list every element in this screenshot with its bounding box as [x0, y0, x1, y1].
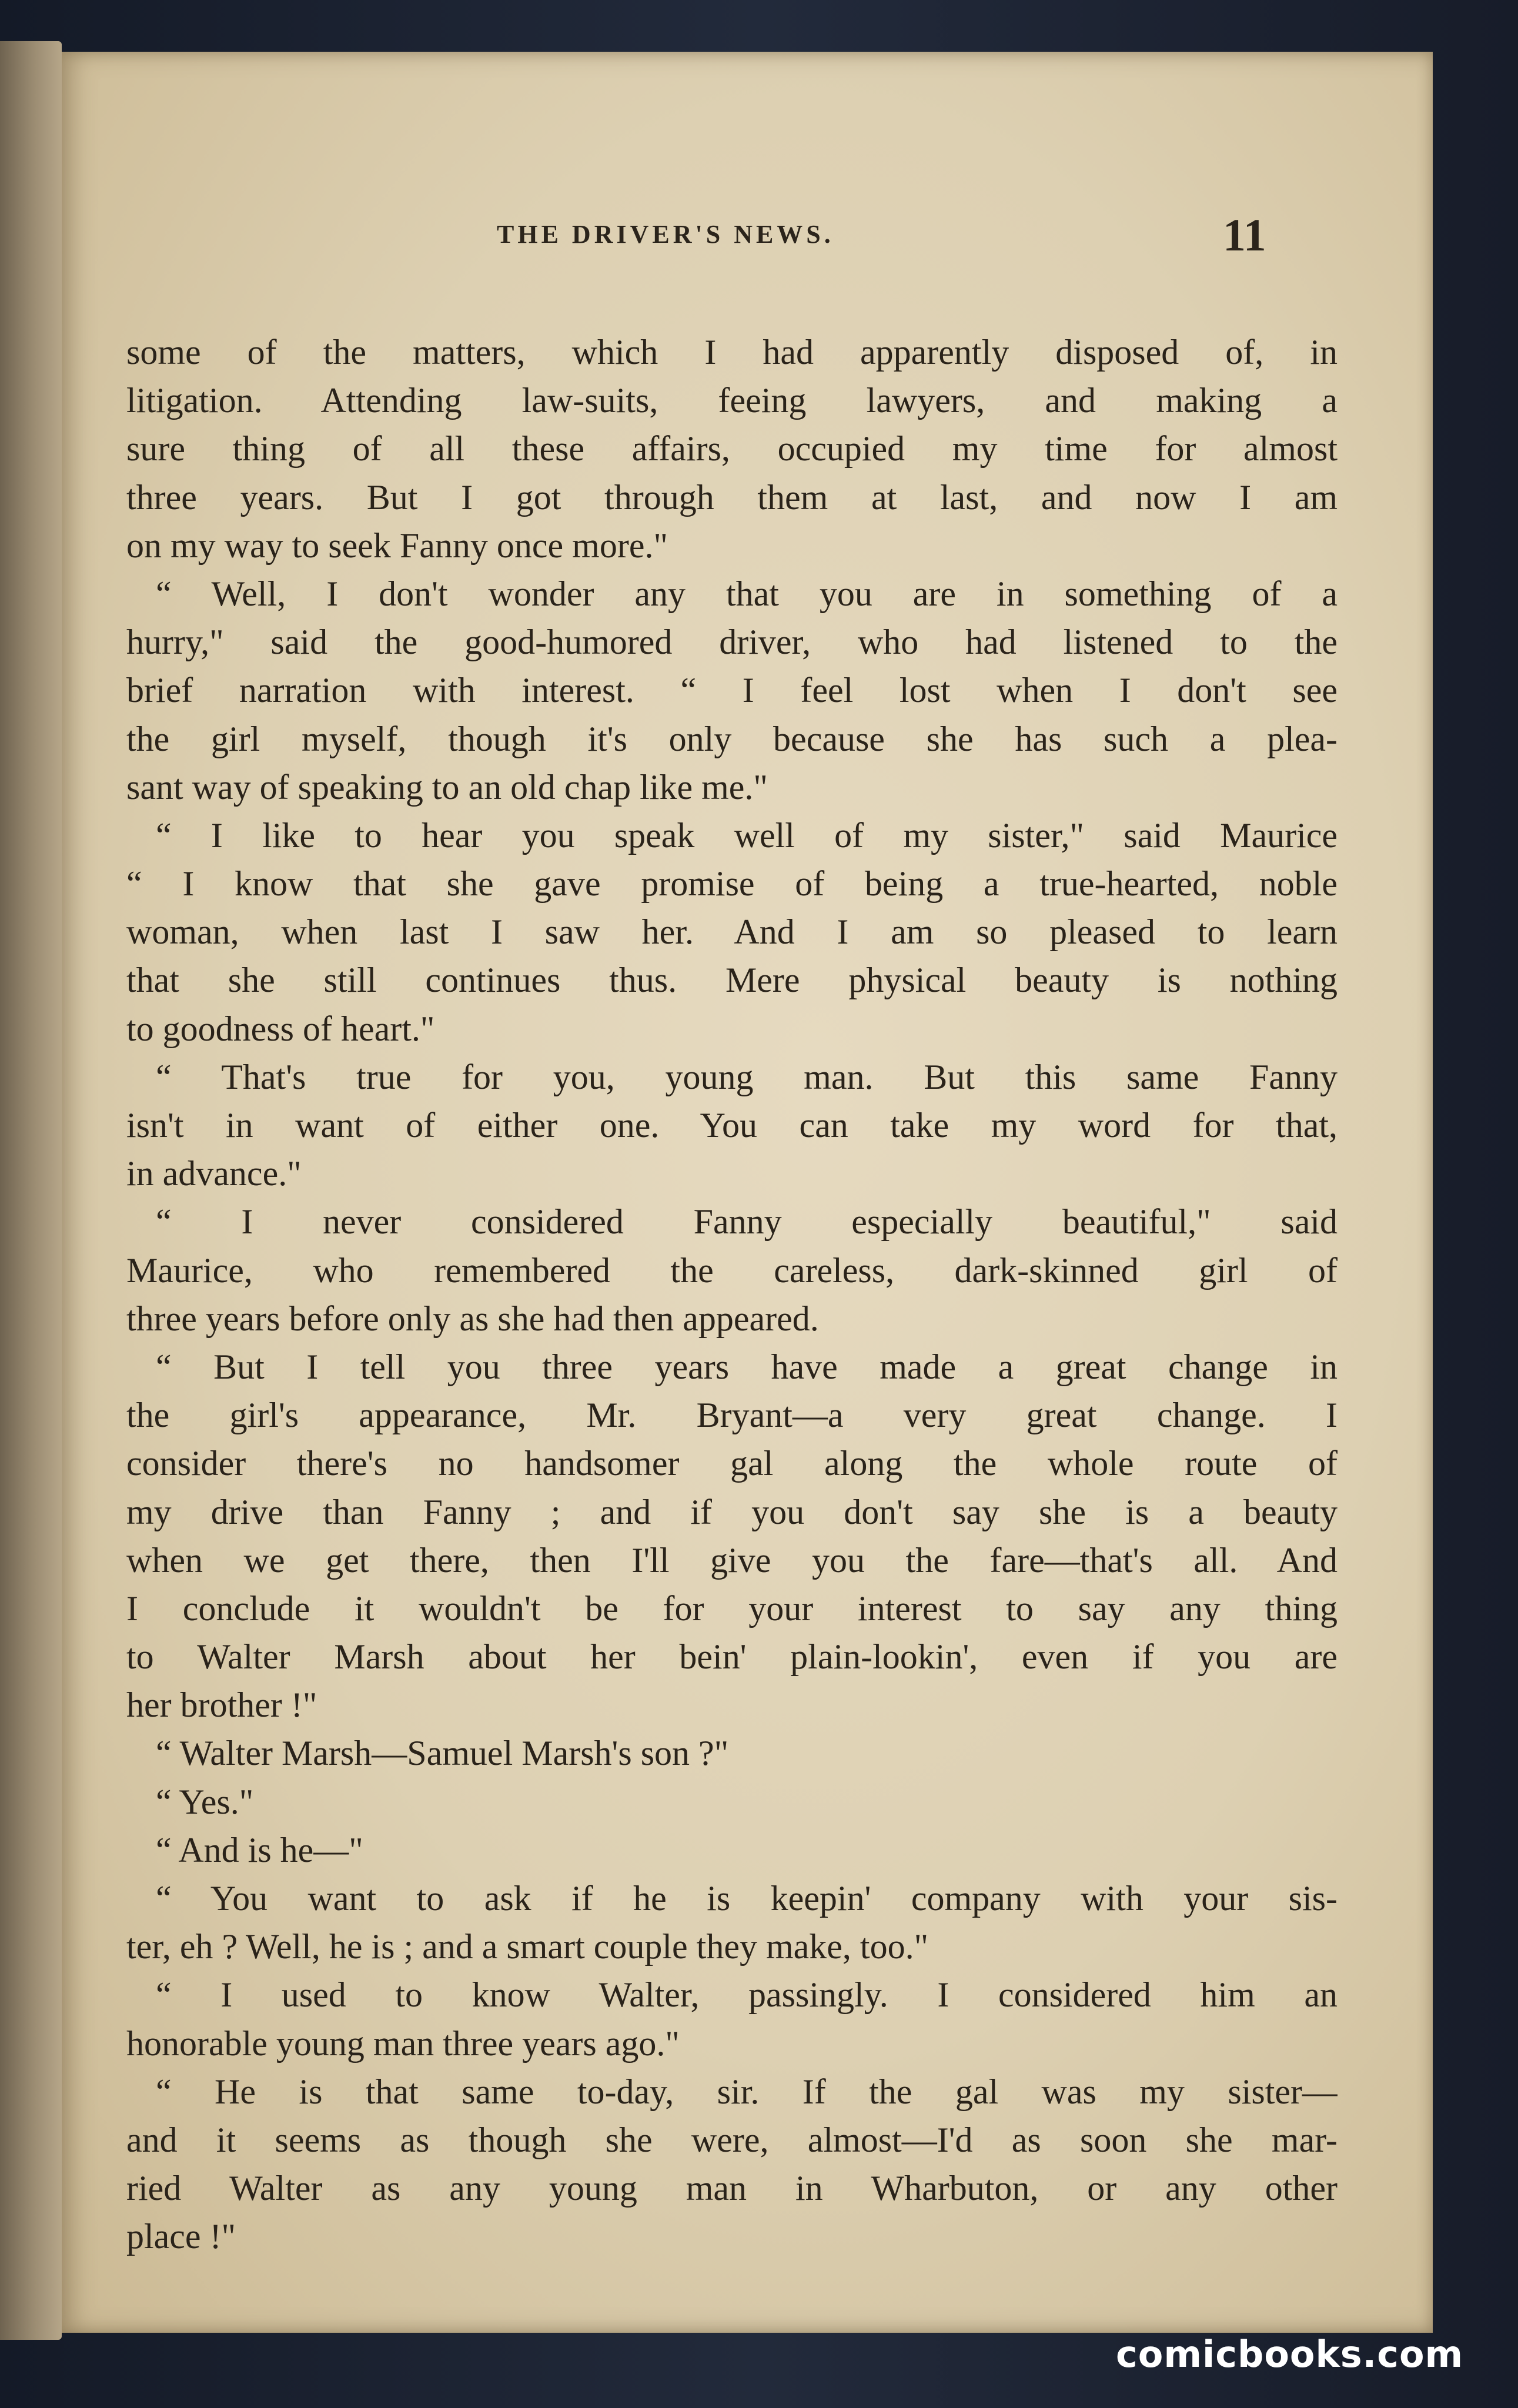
text-line: ter, eh ? Well, he is ; and a smart couple they make, too."	[126, 1927, 929, 1966]
text-line: to goodness of heart."	[126, 1009, 435, 1048]
text-line: to Walter Marsh about her bein' plain-lookin', even if you are	[126, 1637, 1338, 1677]
text-line: “ But I tell you three years have made a great change in	[156, 1347, 1338, 1386]
text-line: litigation. Attending law-suits, feeing lawyers, and making a	[126, 381, 1338, 420]
text-line: the girl's appearance, Mr. Bryant—a very great change. I	[126, 1396, 1338, 1435]
watermark: comicbooks.com	[1116, 2333, 1464, 2376]
text-line: my drive than Fanny ; and if you don't say she is a beauty	[126, 1492, 1338, 1531]
text-line: woman, when last I saw her. And I am so pleased to learn	[126, 912, 1338, 952]
text-line: three years before only as she had then appeared.	[126, 1299, 819, 1338]
text-line: the girl myself, though it's only because she has such a plea-	[126, 719, 1338, 758]
text-line: ried Walter as any young man in Wharbuton, or any other	[126, 2169, 1338, 2208]
text-line: three years. But I got through them at last, and now I am	[126, 477, 1338, 517]
body-text	[126, 328, 1338, 2261]
text-line: “ I never considered Fanny especially beautiful," said	[156, 1202, 1338, 1242]
facing-page-edge	[0, 41, 62, 2340]
text-line: “ Yes."	[156, 1782, 254, 1821]
text-line: “ He is that same to-day, sir. If the gal was my sister—	[156, 2072, 1338, 2111]
book-page	[62, 52, 1433, 2333]
text-line: “ You want to ask if he is keepin' company with your sis-	[156, 1879, 1338, 1918]
text-line: sure thing of all these affairs, occupied my time for almost	[126, 429, 1338, 469]
text-line: Maurice, who remembered the careless, dark-skinned girl of	[126, 1250, 1338, 1290]
text-line: when we get there, then I'll give you the fare—that's all. And	[126, 1540, 1338, 1580]
text-line: some of the matters, which I had apparently disposed of, in	[126, 333, 1338, 372]
page-number: 11	[1223, 209, 1266, 260]
text-line: sant way of speaking to an old chap like me."	[126, 767, 768, 807]
text-line: that she still continues thus. Mere physical beauty is nothing	[126, 961, 1338, 1000]
text-line: “ Walter Marsh—Samuel Marsh's son ?"	[156, 1734, 729, 1773]
running-head	[62, 202, 1433, 272]
text-line: isn't in want of either one. You can take my word for that,	[126, 1106, 1338, 1145]
text-line: and it seems as though she were, almost—I'd as soon she mar-	[126, 2120, 1338, 2159]
text-line: on my way to seek Fanny once more."	[126, 526, 668, 565]
text-line: hurry," said the good-humored driver, who had listened to the	[126, 623, 1338, 662]
text-line: in advance."	[126, 1154, 302, 1193]
text-line: “ I know that she gave promise of being a true-hearted, noble	[126, 864, 1338, 904]
text-line: “ Well, I don't wonder any that you are in something of a	[156, 574, 1338, 613]
text-line: brief narration with interest. “ I feel lost when I don't see	[126, 671, 1338, 710]
text-line: honorable young man three years ago."	[126, 2024, 680, 2063]
text-line: “ I used to know Walter, passingly. I considered him an	[156, 1975, 1338, 2015]
text-line: consider there's no handsomer gal along the whole route of	[126, 1444, 1338, 1483]
text-line: “ I like to hear you speak well of my sister," said Maurice	[156, 815, 1338, 855]
text-line: “ And is he—"	[156, 1830, 363, 1869]
text-line: her brother !"	[126, 1685, 317, 1725]
running-title: THE DRIVER'S NEWS.	[497, 220, 834, 249]
text-line: place !"	[126, 2217, 236, 2256]
text-line: “ That's true for you, young man. But this same Fanny	[156, 1057, 1338, 1096]
text-line: I conclude it wouldn't be for your interest to say any thing	[126, 1588, 1338, 1628]
